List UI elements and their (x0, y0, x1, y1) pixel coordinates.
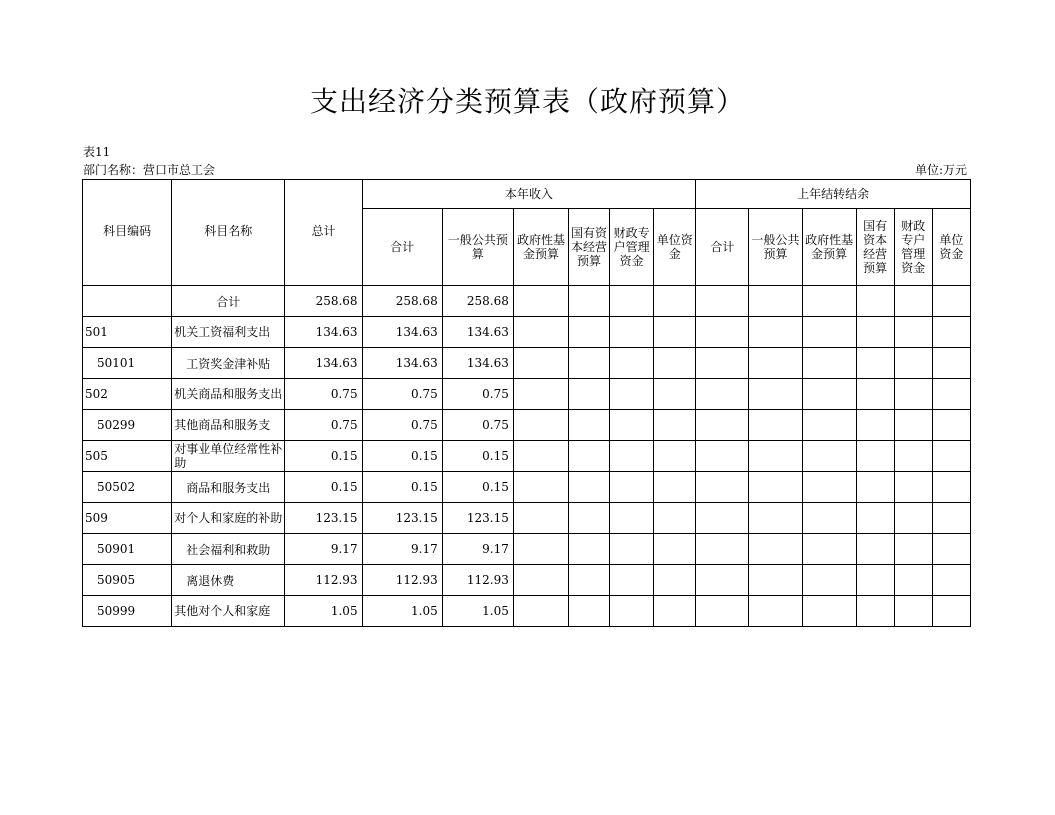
cell-cur-general: 112.93 (442, 565, 513, 596)
page-title: 支出经济分类预算表（政府预算） (309, 85, 745, 118)
cell-code: 50299 (83, 410, 172, 441)
cell-cur-general: 123.15 (442, 503, 513, 534)
header-code: 科目编码 (83, 180, 172, 286)
header-prev-general-public: 一般公共预算 (749, 209, 802, 286)
cell-total: 0.15 (285, 472, 362, 503)
cell-total: 134.63 (285, 348, 362, 379)
cell-name: 机关工资福利支出 (172, 317, 285, 348)
cell-code (83, 286, 172, 317)
cell-cur-sum: 134.63 (362, 348, 442, 379)
cell-name: 对事业单位经常性补助 (172, 441, 285, 472)
unit-label: 单位:万元 (914, 163, 967, 177)
cell-cur-general: 0.15 (442, 441, 513, 472)
cell-total: 112.93 (285, 565, 362, 596)
header-cur-fiscal-special: 财政专户管理资金 (610, 209, 654, 286)
header-prev-state-capital: 国有资本经营预算 (856, 209, 894, 286)
header-prev-sum: 合计 (696, 209, 749, 286)
table-row (83, 565, 971, 596)
cell-cur-sum: 0.75 (362, 379, 442, 410)
table-row (83, 348, 971, 379)
header-prev-unit-fund: 单位资金 (932, 209, 970, 286)
cell-cur-sum: 0.15 (362, 472, 442, 503)
cell-name: 合计 (172, 286, 285, 317)
header-cur-state-capital: 国有资本经营预算 (569, 209, 610, 286)
cell-total: 1.05 (285, 596, 362, 627)
cell-total: 123.15 (285, 503, 362, 534)
cell-total: 258.68 (285, 286, 362, 317)
cell-name: 工资奖金津补贴 (172, 348, 285, 379)
cell-name: 其他对个人和家庭 (172, 596, 285, 627)
cell-cur-general: 0.75 (442, 379, 513, 410)
cell-name: 社会福利和救助 (172, 534, 285, 565)
cell-name: 对个人和家庭的补助 (172, 503, 285, 534)
header-prev-gov-fund: 政府性基金预算 (802, 209, 856, 286)
table-row (83, 379, 971, 410)
table-row (83, 441, 971, 472)
cell-name: 离退休费 (172, 565, 285, 596)
cell-cur-sum: 112.93 (362, 565, 442, 596)
header-prior-carryover: 上年结转结余 (696, 180, 971, 209)
table-row (83, 534, 971, 565)
header-name: 科目名称 (172, 180, 285, 286)
table-row (83, 503, 971, 534)
table-row (83, 410, 971, 441)
cell-code: 50502 (83, 472, 172, 503)
header-cur-unit-fund: 单位资金 (654, 209, 696, 286)
header-current-income: 本年收入 (362, 180, 696, 209)
budget-table (82, 179, 971, 627)
table-row (83, 472, 971, 503)
header-cur-general-public: 一般公共预算 (442, 209, 513, 286)
table-row (83, 317, 971, 348)
table-row (83, 596, 971, 627)
table-row (83, 286, 971, 317)
cell-cur-sum: 134.63 (362, 317, 442, 348)
cell-name: 机关商品和服务支出 (172, 379, 285, 410)
header-total: 总计 (285, 180, 362, 286)
cell-name: 商品和服务支出 (172, 472, 285, 503)
cell-code: 501 (83, 317, 172, 348)
cell-cur-general: 134.63 (442, 317, 513, 348)
header-cur-gov-fund: 政府性基金预算 (513, 209, 568, 286)
cell-total: 9.17 (285, 534, 362, 565)
cell-cur-sum: 258.68 (362, 286, 442, 317)
cell-cur-general: 0.15 (442, 472, 513, 503)
cell-total: 0.75 (285, 379, 362, 410)
table-number: 表11 (83, 145, 111, 159)
cell-cur-general: 9.17 (442, 534, 513, 565)
header-prev-fiscal-special: 财政专户管理资金 (894, 209, 932, 286)
cell-code: 50101 (83, 348, 172, 379)
cell-total: 0.75 (285, 410, 362, 441)
cell-code: 505 (83, 441, 172, 472)
cell-cur-sum: 1.05 (362, 596, 442, 627)
cell-cur-general: 134.63 (442, 348, 513, 379)
cell-code: 502 (83, 379, 172, 410)
cell-total: 0.15 (285, 441, 362, 472)
cell-code: 50901 (83, 534, 172, 565)
cell-code: 50905 (83, 565, 172, 596)
department-name: 部门名称：营口市总工会 (83, 163, 216, 177)
cell-total: 134.63 (285, 317, 362, 348)
cell-cur-sum: 0.75 (362, 410, 442, 441)
cell-cur-sum: 0.15 (362, 441, 442, 472)
cell-code: 50999 (83, 596, 172, 627)
cell-code: 509 (83, 503, 172, 534)
cell-name: 其他商品和服务支 (172, 410, 285, 441)
cell-cur-general: 1.05 (442, 596, 513, 627)
cell-cur-general: 258.68 (442, 286, 513, 317)
cell-cur-sum: 123.15 (362, 503, 442, 534)
header-cur-sum: 合计 (362, 209, 442, 286)
cell-cur-sum: 9.17 (362, 534, 442, 565)
cell-cur-general: 0.75 (442, 410, 513, 441)
